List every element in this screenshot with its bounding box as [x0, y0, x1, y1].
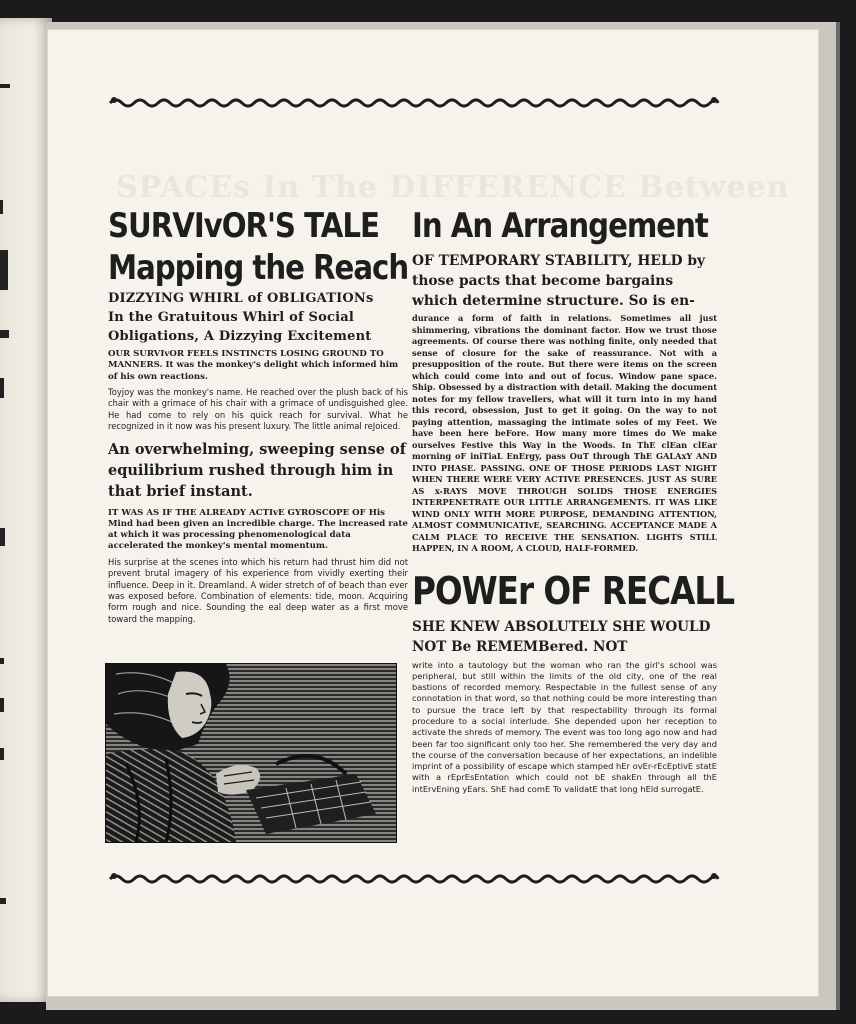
article-title: In An Arrangement [412, 206, 708, 246]
bleed-through-text: SPACEs In The DIFFERENCE Between [116, 170, 790, 205]
margin-mark [0, 658, 4, 664]
body-paragraph: durance a form of faith in relations. Sometimes all just shimmering, vibrations the dominant factor. How we trust those agreements. Of course there was nothing finite, only needed that sense of closure for the sake of reassurance. Not with a presupposition of the route. But there were items on the screen which could come into and out of focus. Window pane space. Ship. Obsessed by a distraction with detail. Making the document notes for my fellow travellers, what will it turn into in my hand this record, obsession, Just to get it going. On the way to not paying attention, massaging the intimate soles of my Feet. We have been here beFore. How many more times do We make ourselves Festive this Way in the Woods. In ThE clEan clEar morning oF iniTiaL EnErgy, pass OuT through ThE GALAxY AND INTO PHASE. PASSING. ONE OF THOSE PERIODS LAST NIGHT WHEN THERE WERE VERY ACTIVE PRESENCES. JUST AS SURE AS x-RAYS MOVE THROUGH SOLIDS THOSE ENERGIES INTERPENETRATE OUR LITTLE ARRANGEMENTS. IT WAS LIKE WIND ONLY WITH MORE PURPOSE, DEMANDING ATTENTION, ALMOST COMMUNICATIvE, SEARCHING. ACCEPTANCE MADE A CALM PLACE TO RECEIVE THE SENSATION. LIGHTS STILL HAPPEN, IN A ROOM, A CLOUD, HALF-FORMED. [412, 313, 717, 553]
right-column [412, 206, 735, 795]
margin-mark [0, 250, 8, 290]
ornamental-rule-bottom [108, 872, 720, 886]
margin-mark [0, 748, 4, 760]
left-facing-page [0, 18, 52, 1002]
margin-mark [0, 698, 4, 712]
section-heading: SHE KNEW ABSOLUTELY SHE WOULD NOT Be REMEMBered. NOT [412, 618, 711, 655]
lead-paragraph: IT WAS AS IF THE ALREADY ACTIvE GYROSCOPE OF His Mind had been given an incredible charge. The increased rate at which it was processing phenomenological data accelerated the monkey's mental momentum. [108, 507, 408, 552]
section-heading: OF TEMPORARY STABILITY, HELD by those pacts that become bargains which determine structure. So is en- [412, 253, 706, 309]
left-column [108, 206, 408, 625]
body-paragraph: Toyjoy was the monkey's name. He reached over the plush back of his chair with a grimace of his chair with a grimace of undisguished glee. He had come to rely on his quick reach for survival. What he recognized in it now was his present luxury. The little animal reJoiced. [108, 386, 408, 432]
article-subtitle: Mapping the Reach [108, 248, 409, 288]
body-paragraph: write into a tautology but the woman who ran the girl's school was peripheral, but still within the limits of the old city, one of the real bastions of recorded memory. Respectable in the fullest sense of any connotation in that word, so that nothing could be more interesting than to pursue the trace left by that respectability through its formal procedure to a social interlude. She depended upon her reception to activate the shreds of memory. The event was too long ago now and had been far too significant only too her. She remembered the very day and the course of the conversation because of her expectations, an indelible imprint of a possibility of escape which stamped hEr ovEr-rEcEptivE statE with a rEprEsEntation which could not bE shakEn through all thE intErvEning yEars. ShE had comE To validatE that long hEld surrogatE. [412, 659, 717, 794]
margin-mark [0, 330, 9, 338]
section-subheading: In the Gratuitous Whirl of Social Obligations, A Dizzying Excitement [108, 310, 372, 344]
lead-paragraph: OUR SURVIvOR FEELS INSTINCTS LOSING GROUND TO MANNERS. It was the monkey's delight which informed him of his own reactions. [108, 349, 399, 382]
ornamental-rule-top [108, 96, 720, 110]
body-paragraph: His surprise at the scenes into which his return had thrust him did not prevent brutal imagery of his experience from vividly exerting their influence. Deep in it. Dreamland. A wider stretch of of beach than ever was exposed before. Combination of elements: tide, moon. Acquiring form rough and nice. Sounding the eal deep water as a first move toward the mapping. [108, 556, 408, 624]
pull-quote: An overwhelming, sweeping sense of equilibrium rushed through him in that brief instant. [108, 440, 406, 500]
margin-mark [0, 528, 5, 546]
article-title-2: POWEr OF RECALL [412, 568, 735, 613]
section-heading: DIZZYING WHIRL of OBLIGATIONs [108, 291, 374, 306]
article-title: SURVIvOR'S TALE [108, 206, 379, 246]
margin-mark [0, 200, 3, 214]
woodcut-illustration [105, 663, 397, 843]
margin-mark [0, 84, 10, 88]
book-page [48, 30, 818, 996]
margin-mark [0, 898, 6, 904]
margin-mark [0, 378, 4, 398]
